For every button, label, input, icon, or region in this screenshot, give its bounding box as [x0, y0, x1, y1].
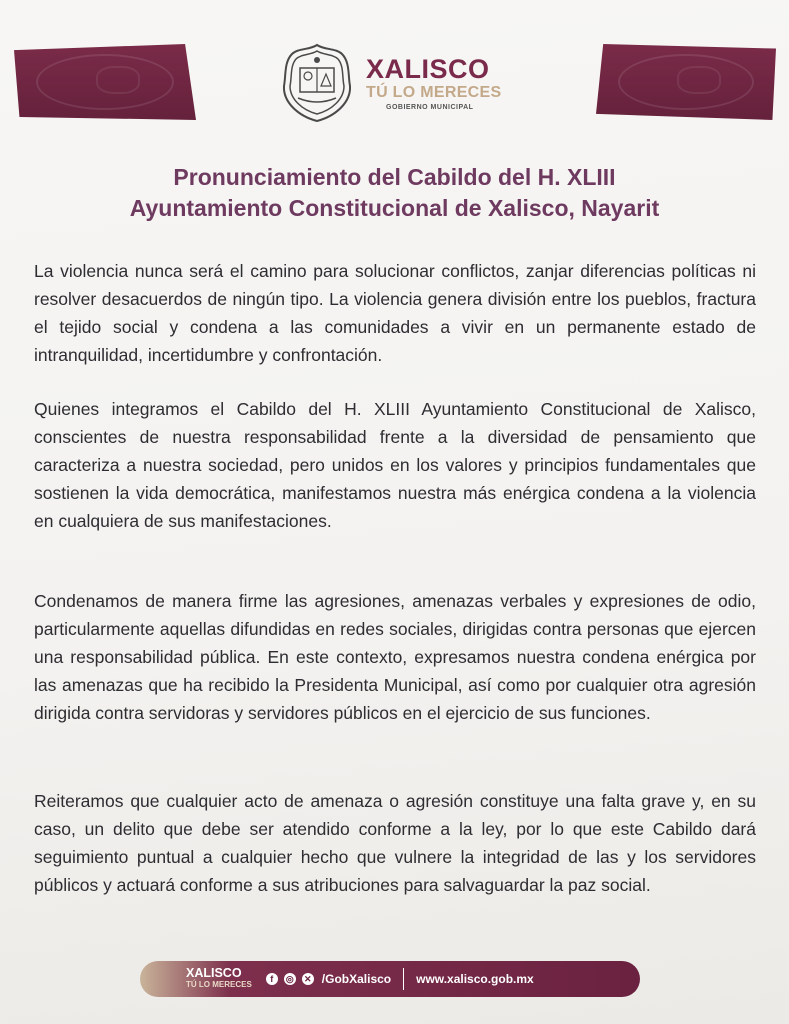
- x-icon[interactable]: ✕: [302, 973, 314, 985]
- paragraph-1: La violencia nunca será el camino para solucionar conflictos, zanjar diferencias políticas ni resolver desacuerdos de ningún tipo. La violencia genera división entre los pueblos, fractura el tejido social y condena a las comunidades a vivir en un permanente estado de intranquilidad, incertidumbre y confrontación.: [34, 261, 756, 365]
- instagram-icon[interactable]: ◎: [284, 973, 296, 985]
- title-line-2: Ayuntamiento Constitucional de Xalisco, Nayarit: [129, 195, 660, 221]
- brand-slogan: TÚ LO MERECES: [366, 84, 502, 101]
- banner-ornament: [677, 66, 721, 94]
- title-line-1: Pronunciamiento del Cabildo del H. XLIII: [173, 164, 616, 190]
- footer-brand: [186, 968, 252, 990]
- header-banner-left: [14, 44, 196, 120]
- paragraph-2: Quienes integramos el Cabildo del H. XLIII Ayuntamiento Constitucional de Xalisco, conscientes de nuestra responsabilidad frente a la diversidad de pensamiento que caracteriza a nuestra sociedad, pero unidos en los valores y principios fundamentales que sostienen la vida democrática, manifestamos nuestra más enérgica condena a la violencia en cualquiera de sus manifestaciones.: [34, 399, 756, 531]
- paragraph-4: Reiteramos que cualquier acto de amenaza o agresión constituye una falta grave y, en su caso, un delito que debe ser atendido conforme a la ley, por lo que este Cabildo dará seguimiento puntual a cualquier hecho que vulnere la integridad de las y los servidores públicos y actuará conforme a sus atribuciones para salvaguardar la paz social.: [34, 791, 756, 895]
- paragraph-3: Condenamos de manera firme las agresiones, amenazas verbales y expresiones de odio, particularmente aquellas difundidas en redes sociales, dirigidas contra personas que ejercen una responsabilidad pública. En este contexto, expresamos nuestra condena enérgica por las amenazas que ha recibido la Presidenta Municipal, así como por cualquier otra agresión dirigida contra servidoras y servidores públicos en el ejercicio de sus funciones.: [34, 591, 756, 723]
- document-title: [40, 162, 749, 224]
- brand-subtitle: GOBIERNO MUNICIPAL: [386, 104, 474, 111]
- facebook-icon[interactable]: f: [266, 973, 278, 985]
- brand-title: XALISCO: [366, 54, 490, 84]
- footer-divider: [403, 968, 404, 990]
- header-banner-right: [596, 44, 776, 120]
- banner-ornament: [96, 66, 140, 94]
- website-link[interactable]: www.xalisco.gob.mx: [416, 972, 534, 986]
- social-handle[interactable]: /GobXalisco: [321, 972, 392, 986]
- footer-bar: [140, 961, 640, 997]
- municipal-seal-icon: [280, 42, 354, 124]
- header-brand: [366, 54, 526, 111]
- footer-brand-slogan: TÚ LO MERECES: [186, 980, 252, 989]
- social-icons: [266, 973, 314, 985]
- footer-brand-title: XALISCO: [186, 966, 242, 980]
